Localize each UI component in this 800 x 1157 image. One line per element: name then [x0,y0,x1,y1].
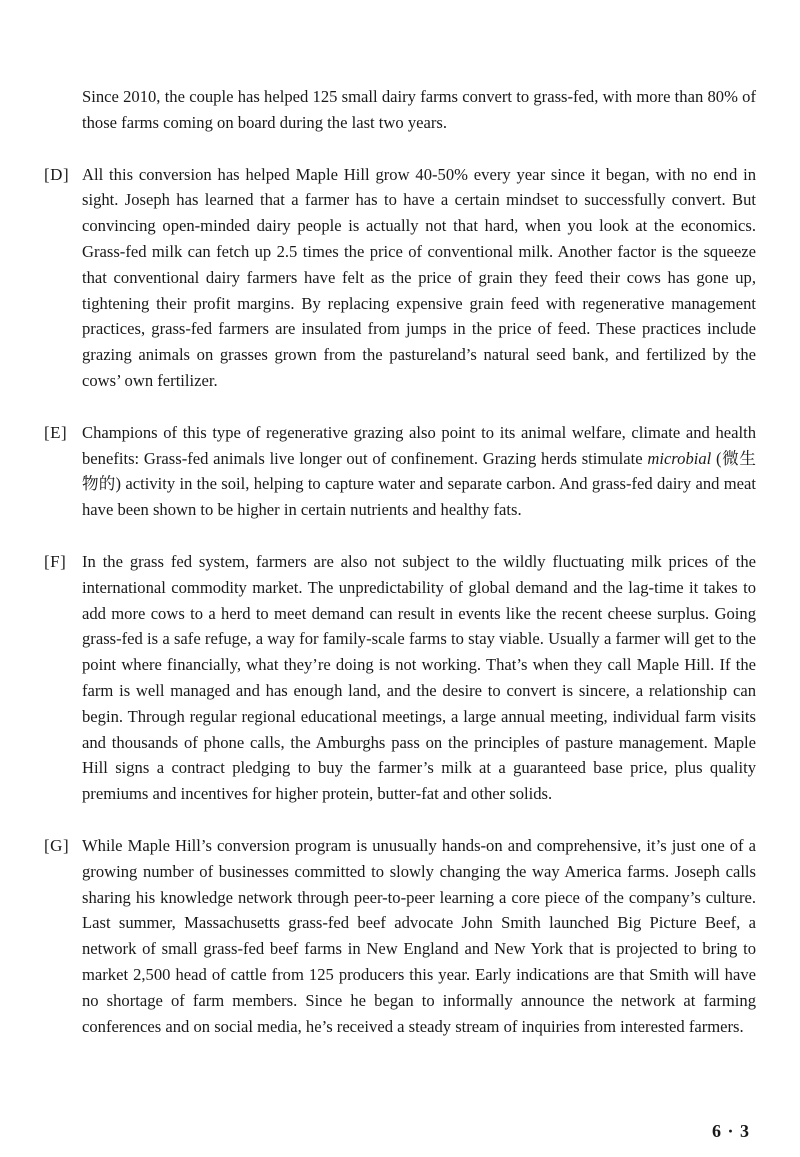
paragraph-text: In the grass fed system, farmers are also not subject to the wildly fluctuating milk prices of the international commodity market. The unpredictability of global demand and the lag-time it takes to add more cows to a herd to meet demand can result in events like the recent cheese surplus. Going grass-fed is a safe refuge, a way for family-scale farms to stay viable. Usually a farmer will get to the point where financially, what they’re doing is not working. That’s when they call Maple Hill. If the farm is well managed and has enough land, and the desire to convert is sincere, a relationship can begin. Through regular regional educational meetings, a large annual meeting, individual farm visits and thousands of phone calls, the Amburghs pass on the principles of pasture management. Maple Hill signs a contract pledging to buy the farmer’s milk at a guaranteed base price, plus quality premiums and incentives for higher protein, butter-fat and other solids. [82,551,756,804]
continuation-text: Since 2010, the couple has helped 125 small dairy farms convert to grass-fed, with more than 80% of those farms coming on board during the last two years. [82,87,756,132]
paragraph-f [44,549,756,807]
continuation-paragraph [44,84,756,136]
paragraph-gap [44,136,756,162]
italic-term: microbial [647,448,712,468]
paragraph-label: [F] [44,551,67,571]
text-before-term: Champions of this type of regenerative grazing also point to its animal welfare, climate and health benefits: Grass-fed animals live longer out of confinement. Grazing herds stimulate [82,422,756,468]
paragraph-label: [G] [44,835,70,855]
paragraph-e [44,420,756,523]
paragraph-text [82,420,756,523]
paragraph-d [44,162,756,394]
page-number: 6 · 3 [711,1121,750,1141]
document-body [44,84,756,1039]
paragraph-text: All this conversion has helped Maple Hill grow 40-50% every year since it began, with no end in sight. Joseph has learned that a farmer has to have a certain mindset to successfully convert. But convincing open-minded dairy people is actually not that hard, when you look at the economics. Grass-fed milk can fetch up 2.5 times the price of conventional milk. Another factor is the squeeze that conventional dairy farmers have felt as the price of grain they feed their cows has gone up, tightening their profit margins. By replacing expensive grain feed with regenerative management practices, grass-fed farmers are insulated from jumps in the price of feed. These practices include grazing animals on grasses grown from the pastureland’s natural seed bank, and fertilized by the cows’ own fertilizer. [82,164,756,390]
paragraph-label: [D] [44,164,70,184]
paragraph-gap [44,394,756,420]
chinese-gloss: (微生物的) [82,448,756,494]
paragraph-label: [E] [44,422,68,442]
paragraph-text: While Maple Hill’s conversion program is unusually hands-on and comprehensive, it’s just one of a growing number of businesses committed to slowly changing the way America farms. Joseph calls sharing his knowledge network through peer-to-peer learning a core piece of the company’s culture. Last summer, Massachusetts grass-fed beef advocate John Smith launched Big Picture Beef, a network of small grass-fed beef farms in New England and New York that is projected to bring to market 2,500 head of cattle from 125 producers this year. Early indications are that Smith will have no shortage of farm members. Since he began to informally announce the network at farming conferences and on social media, he’s received a steady stream of inquiries from interested farmers. [82,835,756,1036]
paragraph-gap [44,807,756,833]
text-after-term: activity in the soil, helping to capture water and separate carbon. And grass-fed dairy and meat have been shown to be higher in certain nutrients and healthy fats. [82,474,756,520]
paragraph-gap [44,523,756,549]
paragraph-g [44,833,756,1039]
